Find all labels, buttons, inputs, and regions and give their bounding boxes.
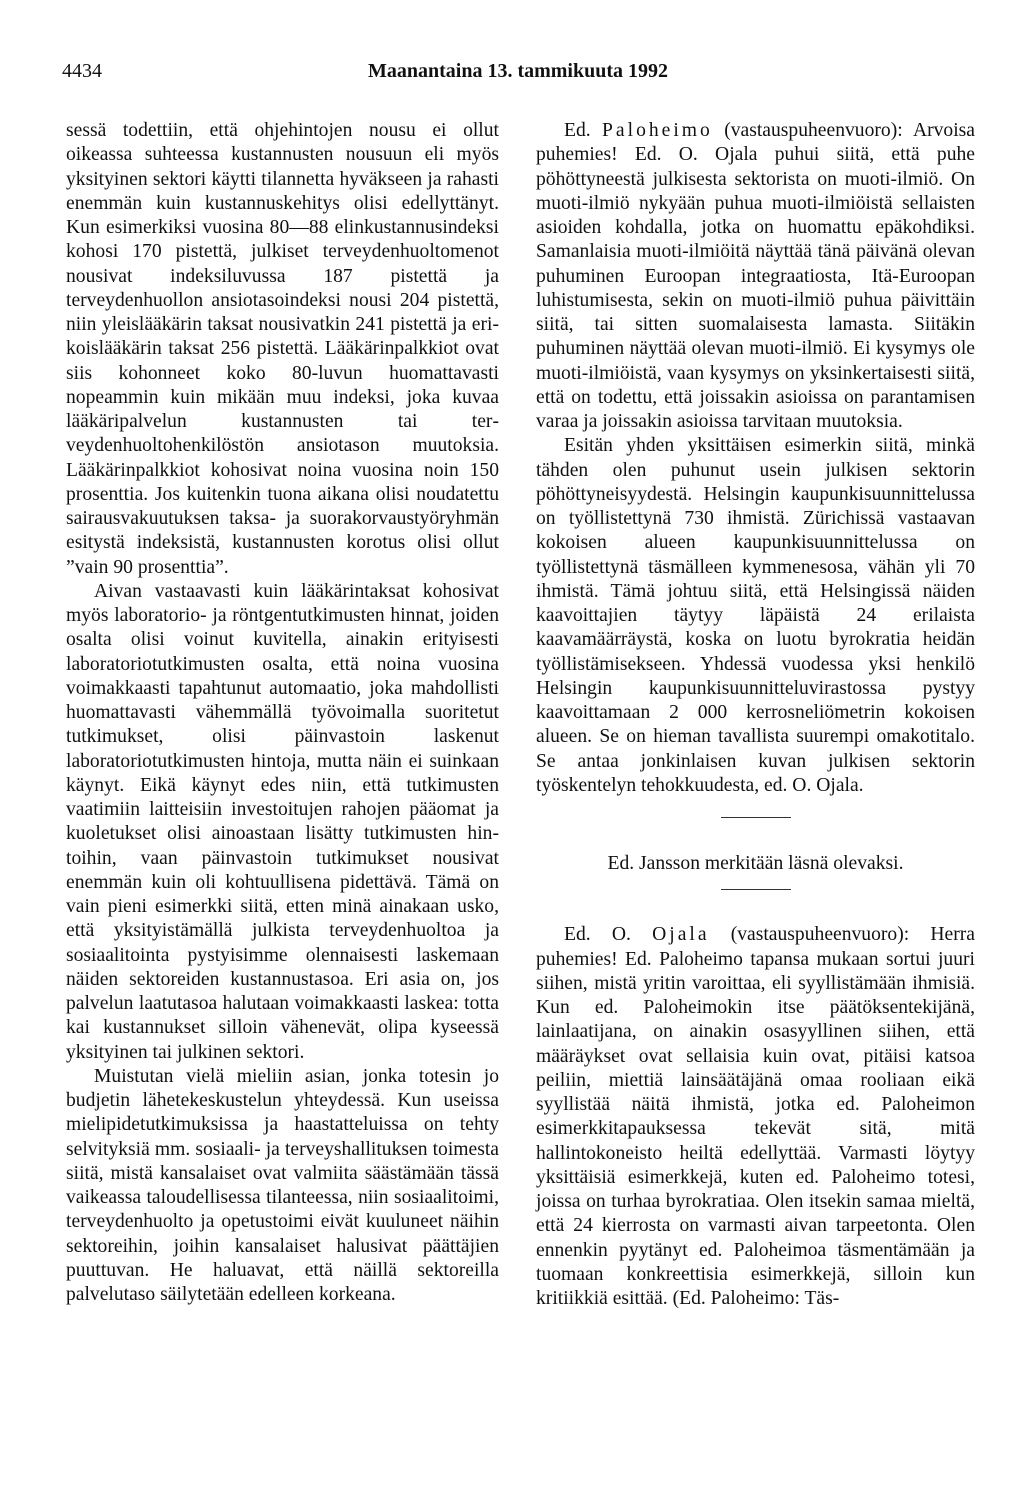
- right-column: [536, 119, 975, 1311]
- attendance-notice: Ed. Jansson merkitään läsnä olevaksi.: [607, 853, 904, 874]
- header-date: Maanantaina 13. tammikuuta 1992: [367, 60, 669, 82]
- speaker-prefix: Ed.: [564, 120, 591, 141]
- speech-paloheimo: [536, 119, 975, 434]
- speaker-prefix: Ed. O.: [564, 924, 631, 946]
- speaker-name: Ojala: [652, 924, 710, 946]
- paragraph: Muistutan vielä mieliin asian, jonka totesin jo budjetin lähetekeskustelun yhteydessä. Kun useissa mielipidetutkimuksissa ja haastatteluissa on tehty selvityksiä mm. sosiaali- ja terveyshallituksen toimesta siitä, mistä kansalaiset ovat valmiita säästämään tässä vaikeassa taloudellisessa tilanteessa, niin sosiaalitoimi, terveydenhuolto ja opetustoimi eivät kuuluneet näihin sektoreihin, joihin kansalaiset halusivat päättäjien puuttuvan. He haluavat, että näillä sektoreilla palvelutaso säilytetään edelleen korkeana.: [66, 1065, 499, 1305]
- speaker-name: Paloheimo: [602, 120, 713, 141]
- speech-text: (vastauspuheenvuoro): Arvoisa puhemies! Ed. O. Ojala puhui siitä, että puhe pöhöttyneestä julkisesta sektorista on muoti-ilmiö. On muoti-ilmiö nykyään puhua muoti-ilmiöistä sellaisten asioiden kohdalla, jotka on huomattu epäkohdiksi. Samanlaisia muoti-ilmiöitä näyttää tänä päivänä olevan puhuminen Euroopan integraatiosta, Itä-Euroopan luhistumisesta, sekin on muoti-ilmiö puhua päivittäin siitä, tai sitten suomalaisesta lamasta. Siitäkin puhuminen näyttää olevan muoti-ilmiö. Ei kysymys ole muoti-ilmiöistä, vaan kysymys on yksinkertaisesti siitä, että on todettu, että joissakin asioissa on parantamisen varaa ja joissakin asioissa tarvitaan muutoksia.: [536, 120, 975, 432]
- left-column: [66, 119, 499, 1307]
- page-number: 4434: [62, 60, 102, 82]
- paragraph: Aivan vastaavasti kuin lääkärintaksat kohosivat myös laboratorio- ja röntgentutkimusten hinnat, joiden osalta olisi voinut kuvitella, ainakin erityisesti laboratoriotutkimusten osalta, että noina vuosina voimakkaasti tapahtunut automaatio, joka mahdollisti huomattavasti vähemmällä työvoimalla suoritetut tutkimukset, olisi päinvastoin laskenut laboratoriotutkimusten hintoja, mutta näin ei suinkaan käynyt. Eikä käynyt edes niin, että tutkimusten vaatimiin laitteisiin investoitujen rahojen pääomat ja kuoletukset olisi ainoastaan lisätty tutkimusten hintoihin, vaan päinvastoin tutkimukset nousivat enemmän kuin oli kohtuullisena pidettävä. Tämä on vain pieni esimerkki siitä, etten minä ainakaan usko, että yksityistämällä julkista terveydenhuoltoa ja sosiaalitointa pystyisimme olennaisesti laskemaan näiden sektoreiden kustannustasoa. Eri asia on, jos palvelun laatutasoa halutaan voimakkaasti laskea: totta kai kustannukset silloin vähenevät, olipa kyseessä yksityinen tai julkinen sektori.: [66, 580, 499, 1063]
- speech-ojala: [536, 923, 975, 1311]
- speech-text: (vastauspuheenvuoro): Herra puhemies! Ed. Paloheimo tapansa mukaan sortui juuri siihen, mistä yritin varoittaa, eli syyllistämään ihmisiä. Kun ed. Paloheimokin itse päätöksentekijänä, lainlaatijana, on ainakin osasyyllinen siihen, että määräykset ovat sellaisia kuin ovat, pitäisi katsoa peiliin, miettiä lainsäätäjänä omaa rooliaan eikä syyllistää näitä ihmistä, jotka ed. Paloheimon esimerkkitapauksessa tekevät sitä, mitä hallintokoneisto heiltä edellyttää. Varmasti löytyy yksittäisiä esimerkkejä, kuten ed. Paloheimo totesi, joissa on turhaa byrokratiaa. Olen itsekin samaa mieltä, että 24 kierrosta on varmasti aivan tarpeetonta. Olen ennenkin pyytänyt ed. Paloheimoa täsmentämään ja tuomaan konkreettisia esimerkkejä, silloin kun kritiikkiä esittää. (Ed. Paloheimo: Täs-: [536, 924, 975, 1309]
- paragraph: sessä todettiin, että ohjehintojen nousu ei ollut oikeassa suhteessa kustannusten nousuun eli myös yksityinen sektori käytti tilannetta hyväkseen ja rahasti enemmän kuin kustannuskehitys olisi edellyttänyt. Kun esimerkiksi vuosina 80—88 elinkustannusindeksi kohosi 170 pistettä, julkiset terveydenhuoltomenot nousivat indeksiluvussa 187 pistettä ja terveydenhuollon ansiotasoindeksi nousi 204 pistettä, niin yleislääkärin taksat nousivatkin 241 pistettä ja erikoislääkärin taksat 256 pistettä. Lääkärinpalkkiot ovat siis kohonneet koko 80-luvun huomattavasti nopeammin kuin mikään muu indeksi, joka kuvaa lääkäripalvelun kustannusten tai terveydenhuoltohenkilöstön ansiotason muutoksia. Lääkärinpalkkiot kohosivat noina vuosina noin 150 prosenttia. Jos kuitenkin tuona aikana olisi noudatettu sairausvakuutuksen taksa- ja suorakorvaustyöryhmän esitystä indeksistä, kustannusten korotus olisi ollut ”vain 90 prosenttia”.: [66, 120, 499, 578]
- page-header: [62, 60, 974, 88]
- paragraph: Esitän yhden yksittäisen esimerkin siitä, minkä tähden olen puhunut usein julkisen sektorin pöhöttyneisyydestä. Helsingin kaupunkisuunnittelussa on työllistettynä 730 ihmistä. Zürichissä vastaavan kokoisen alueen kaupunkisuunnittelussa on työllistettynä täsmälleen kymmenesosa, vähän yli 70 ihmistä. Tämä johtuu siitä, että Helsingissä näiden kaavoittajien täytyy läpäistä 24 erilaista kaavamäärräystä, koska on luotu byrokratia heidän työllistämisekseen. Yhdessä vuodessa yksi henkilö Helsingin kaupunkisuunnitteluvirastossa pystyy kaavoittamaan 2 000 kerrosneliömetrin kokoisen alueen. Se on hieman tavallista suurempi omakotitalo. Se antaa jonkinlaisen kuvan julkisen sektorin työskentelyn tehokkuudesta, ed. O. Ojala.: [536, 435, 975, 796]
